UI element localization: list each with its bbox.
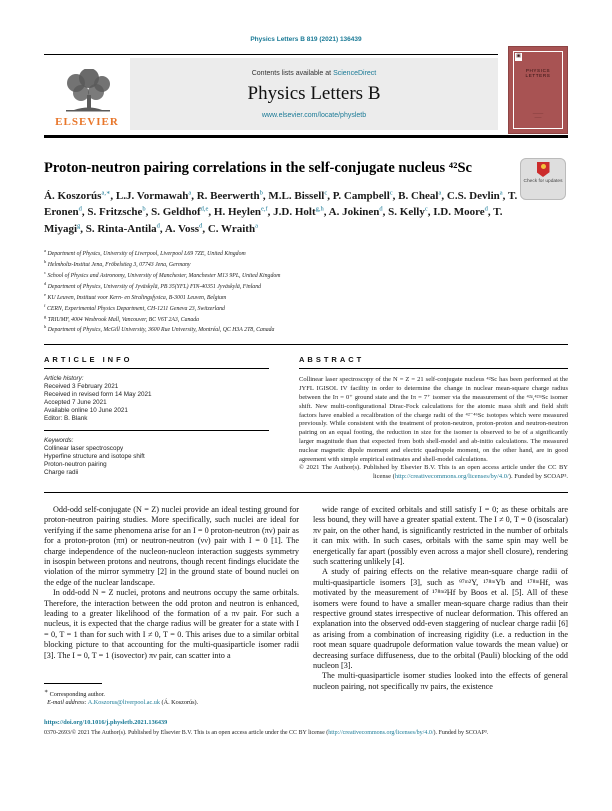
article-history-item: Received in revised form 14 May 2021 <box>44 391 152 399</box>
cover-footer-lines: ――― ―― <box>532 111 544 119</box>
elsevier-logo-text: ELSEVIER <box>55 116 119 128</box>
author: R. Beerwerth$^b$, <box>196 189 269 202</box>
article-history-label: Article history: <box>44 375 84 383</box>
affiliation: $^g$ TRIUMF, 4004 Wesbrook Mall, Vancouver, BC V6T 2A3, Canada <box>44 313 200 323</box>
affiliation: $^b$ Helmholtz-Institut Jena, Fröbelstieg 3, 07743 Jena, Germany <box>44 258 191 268</box>
affiliation: $^a$ Department of Physics, University of Liverpool, Liverpool L69 7ZE, United Kingdom <box>44 247 246 257</box>
body-paragraph: wide range of excited orbitals and still satisfy I = 0; as these orbitals are less bound, they will have a greater spatial extent. The I ≠ 0, T = 0 (isoscalar) πν pair, on the other hand, is significantly restricted in the number of orbitals it can mix with. In such cases, orbitals with the same spin may well be energetically far apart (possibly even across a major shell closure), rendering such scattering unlikely [4]. <box>313 504 568 566</box>
copyright-license-link[interactable]: http://creativecommons.org/licenses/by/4.0/ <box>328 730 434 737</box>
cc-by-license-link[interactable]: http://creativecommons.org/licenses/by/4.0/ <box>394 473 509 481</box>
author: C. Wraith$^a$ <box>207 222 258 235</box>
keyword-item: Charge radii <box>44 469 79 477</box>
keyword-item: Collinear laser spectroscopy <box>44 445 124 453</box>
article-history-item: Accepted 7 June 2021 <box>44 399 107 407</box>
page-title: Proton-neutron pairing correlations in the self-conjugate nucleus ⁴²Sc <box>44 160 472 176</box>
elsevier-logo[interactable] <box>44 58 130 130</box>
author: M.L. Bissell$^c$, <box>268 189 333 202</box>
affiliation: $^f$ CERN, Experimental Physics Department, CH-1211 Geneva 23, Switzerland <box>44 302 225 312</box>
author: A. Voss$^d$, <box>164 222 208 235</box>
abstract-license: © 2021 The Author(s). Published by Elsevier B.V. This is an open access article under the CC BY license (http://creativecommons.org/licenses/by/4.0/). Funded by SCOAP³. <box>299 464 568 481</box>
elsevier-tree-icon <box>54 69 120 120</box>
masthead <box>44 54 568 130</box>
affiliation: $^e$ KU Leuven, Instituut voor Kern- en Stralingsfysica, B-3001 Leuven, Belgium <box>44 291 227 301</box>
affiliation: $^h$ Department of Physics, McGill University, 3600 Rue University, Montréal, QC H3A 2T8, Canada <box>44 324 275 334</box>
keyword-list <box>44 445 269 477</box>
author: H. Heylen$^{e,f}$, <box>213 205 274 219</box>
body-paragraph: A study of pairing effects on the relative mean-square charge radii of multi-quasiparticle isomers [3], such as ⁹⁷ᵐ²Y, ¹⁷⁸ᵐYb and ¹⁷⁸ᵐHf, was motivated by the measurement of ¹⁷⁸ᵐ²Hf by Boos et al. [5]. All of these isomers were found to have a smaller mean-square charge radius than their respective ground states irrespective of nuclear deformation. This offered an explanation into the observed odd-even staggering of nuclear charge radii [6] as arising from a combination of increasing rigidity (i.e. a reduction in the root mean square quadrupole deformation value towards the mean value) or decreasing surface diffuseness, due to the orbital (Pauli) blocking of the odd nucleon [3]. <box>313 567 568 670</box>
author: L.J. Vormawah$^a$, <box>115 189 197 202</box>
author: C.S. Devlin$^a$, <box>446 189 508 202</box>
body-paragraph: Odd-odd self-conjugate (N = Z) nuclei provide an ideal testing ground for proton-neutron pairing studies. More specifically, such nuclei are ideal for verifying if the same phenomena arise for an I = 0 proton-neutron (πν) pair as for a proton-proton (ππ) or neutron-neutron (νν) pair with I = 0 [1]. The charge independence of the nucleon-nucleon interaction suggests symmetry in isospin between protons and neutrons, though recent findings elucidate the violation of the mirror symmetry [2] in the ground state of bound nuclei on the edge of the nuclear landscape. <box>44 504 299 587</box>
author: B. Cheal$^a$, <box>398 189 447 202</box>
check-for-updates-label: Check for updates <box>523 179 563 184</box>
journal-cover-thumbnail[interactable] <box>508 46 568 134</box>
article-history-item: Available online 10 June 2021 <box>44 407 128 415</box>
author-list <box>44 186 526 236</box>
keyword-item: Hyperfine structure and isotope shift <box>44 453 145 461</box>
article-history-item: Editor: B. Blank <box>44 415 88 423</box>
author: A. Jokinen$^d$, <box>328 205 389 219</box>
author: S. Rinta-Antila$^d$, <box>85 222 165 235</box>
sciencedirect-link[interactable]: ScienceDirect <box>333 69 377 77</box>
article-history-list <box>44 383 269 423</box>
divider-rule <box>44 344 568 345</box>
body-paragraph: The multi-quasiparticle isomer studies looked into the effects of general nucleon pairing, not specifically πν pairs, the existence <box>313 671 568 691</box>
check-for-updates-badge[interactable] <box>520 158 566 200</box>
page-footer <box>44 719 568 738</box>
author: T. Miyagi$^g$, <box>44 206 503 235</box>
keyword-item: Proton-neutron pairing <box>44 461 107 469</box>
masthead-top-rule <box>44 54 498 55</box>
body-paragraph: In odd-odd N = Z nuclei, protons and neutrons occupy the same orbitals. Therefore, the interaction between the odd proton and neutron is enhanced, leading to a greater likelihood of the formation of a πν pair. For such a nucleus, it is expected that the charge radius will be greater for a state with I = 0, T = 1 than for such with I ≠ 0, T = 0. This arises due to a similar orbital blocking picture to that accounting for the multi-quasiparticle isomer radii [3]. The I = 0, T = 1 (isovector) πν pair, can scatter into a <box>44 588 299 660</box>
footnote-rule <box>44 683 102 684</box>
footnote-marker: ∗ <box>44 689 49 695</box>
journal-url-link[interactable]: www.elsevier.com/locate/physletb <box>261 111 367 119</box>
article-info-panel <box>44 355 269 482</box>
contents-line <box>252 70 377 77</box>
journal-name: Physics Letters B <box>247 82 381 104</box>
affiliation-list <box>44 247 568 334</box>
author: S. Fritzsche$^b$, <box>87 205 152 219</box>
email-label: E-mail address: <box>47 699 87 707</box>
keywords-label: Keywords: <box>44 437 74 445</box>
article-info-heading: ARTICLE INFO <box>44 355 133 365</box>
corresponding-author-footnote <box>44 688 299 707</box>
abstract-panel <box>299 355 568 482</box>
info-divider-rule <box>44 430 269 431</box>
author: J.D. Holt$^{g,h}$, <box>273 205 329 219</box>
author: T. Eronen$^d$, <box>44 189 518 219</box>
check-for-updates-shield-icon <box>537 162 550 177</box>
affiliation: $^d$ Department of Physics, University of Jyväskylä, PB 35(YFL) FIN-40351 Jyväskylä, Finland <box>44 280 262 290</box>
abstract-heading: ABSTRACT <box>299 355 365 365</box>
divider-rule-2 <box>44 492 568 493</box>
author: S. Kelly$^c$, <box>388 205 434 219</box>
author: Á. Koszorús$^{a,∗}$, <box>44 189 116 202</box>
body-column-right <box>313 505 568 707</box>
doi-link[interactable]: https://doi.org/10.1016/j.physletb.2021.136439 <box>44 719 168 727</box>
affiliation: $^c$ School of Physics and Astronomy, University of Manchester, Manchester M13 9PL, United Kingdom <box>44 269 281 279</box>
email-suffix: (Á. Koszorús). <box>161 699 199 707</box>
author: I.D. Moore$^d$, <box>433 205 494 219</box>
author: S. Geldhof$^{d,e}$, <box>151 205 214 219</box>
cover-mini-logo-icon: ▣ <box>516 54 521 59</box>
body-column-left <box>44 505 299 707</box>
masthead-bottom-rule <box>44 135 568 138</box>
journal-reference: Physics Letters B 819 (2021) 136439 <box>250 36 362 43</box>
footnote-text: Corresponding author. <box>49 691 105 699</box>
author: P. Campbell$^c$, <box>332 189 399 202</box>
abstract-text: Collinear laser spectroscopy of the N = Z = 21 self-conjugate nucleus ⁴²Sc has been performed at the JYFL IGISOL IV facility in order to determine the change in nuclear mean-square charge radius between the Iπ = 0⁺ ground state and the Iπ = 7⁺ isomer via the measurement of the ⁴²ᵍ,⁴²ᵐSc isomer shift. New multi-configurational Dirac-Fock calculations for the atomic mass shift and field shift factors have enabled a recalibration of the charge radii of the ⁴²⁻⁴⁶Sc isotopes which were measured previously. While consistent with the treatment of proton-neutron, proton-proton and neutron-neutron pairing on an equal footing, the reduction in size for the isomer is observed to be of a significantly larger magnitude than that expected from both shell-model and ab-initio calculations. The measured nuclear magnetic dipole moment and electric quadrupole moment, on the other hand, are in good agreement with simple empirical estimates and shell-model calculations. <box>299 376 568 463</box>
cover-title: PHYSICS LETTERS <box>525 68 551 78</box>
email-link[interactable]: A.Koszorus@liverpool.ac.uk <box>87 699 160 707</box>
copyright-line: 0370-2693/© 2021 The Author(s). Published by Elsevier B.V. This is an open access article under the CC BY license (http://creativecommons.org/licenses/by/4.0/). Funded by SCOAP³. <box>44 730 489 737</box>
masthead-box <box>130 58 498 130</box>
article-history-item: Received 3 February 2021 <box>44 383 119 391</box>
contents-prefix: Contents lists available at <box>251 69 334 77</box>
